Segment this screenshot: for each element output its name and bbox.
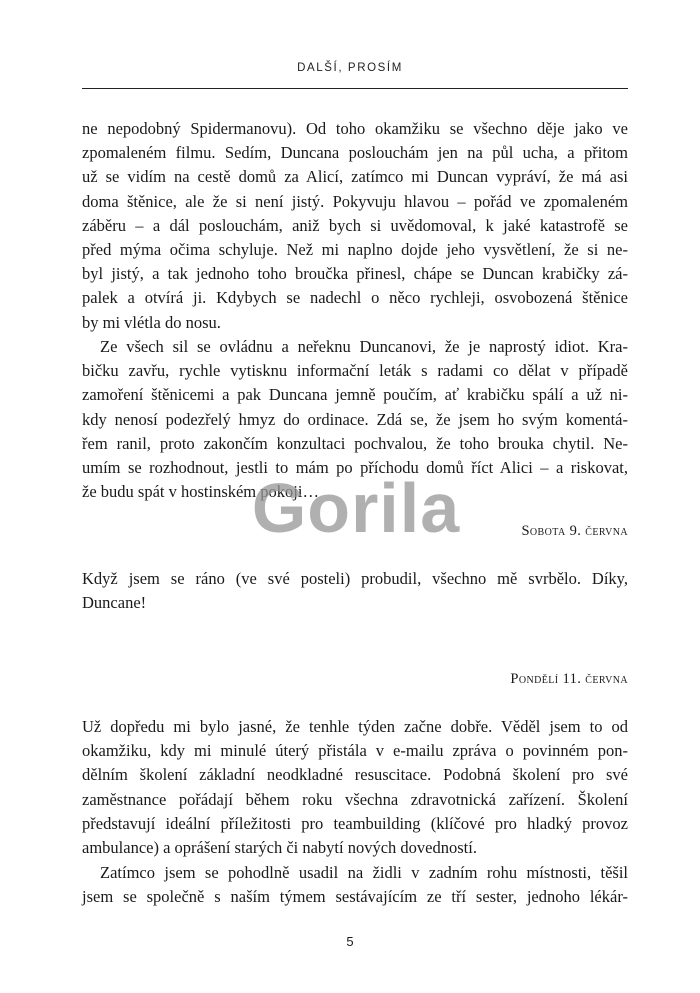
text-line: zaměstnance pořádají během roku všechna zdravotnická zařízení. Školení xyxy=(82,789,628,809)
text-line: zpomaleném filmu. Sedím, Duncana poslouchám jen na půl ucha, a přitom xyxy=(82,143,628,163)
text-line: okamžiku, kdy mi minulé úterý přistála v e-mailu zpráva o povinném pon- xyxy=(82,741,628,761)
paragraph-3 xyxy=(82,567,628,615)
text-line: umím se rozhodnout, jestli to mám po příchodu domů říct Alici – a riskovat, xyxy=(82,458,628,478)
gorila-watermark-logo: Gorila xyxy=(251,469,461,547)
text-line: kdy nenosí podezřelý hmyz do ordinace. Zdá se, že jsem ho svým komentá- xyxy=(82,409,628,429)
text-line: Zatímco jsem se pohodlně usadil na židli v zadním rohu místnosti, těšil xyxy=(100,863,628,882)
running-title: DALŠÍ, PROSÍM xyxy=(297,62,403,74)
text-line: jsem se společně s naším týmem sestávajícím ze tří sester, jednoho lékár- xyxy=(82,887,628,907)
text-line: už se vidím na cestě domů za Alicí, zatímco mi Duncan vypráví, že má asi xyxy=(82,167,628,187)
header-rule xyxy=(82,88,628,89)
text-line: záběru – a dál poslouchám, aniž bych si uvědomoval, k jaké katastrofě se xyxy=(82,215,628,235)
text-line: Když jsem se ráno (ve své posteli) probudil, všechno mě svrbělo. Díky, xyxy=(82,569,628,588)
text-line: že budu spát v hostinském pokoji… xyxy=(82,482,319,502)
paragraph-1 xyxy=(82,117,628,335)
page-number: 5 xyxy=(346,934,354,949)
text-line: palek a otvírá ji. Kdybych se nadechl o něco rychleji, osvobozená štěnice xyxy=(82,288,628,308)
text-line: před mýma očima schyluje. Než mi naplno dojde jeho vysvětlení, že si ne- xyxy=(82,240,628,260)
text-line: zamoření štěnicemi a pak Duncana jemně poučím, ať krabičku spálí a už ni- xyxy=(82,385,628,405)
text-line: Ze všech sil se ovládnu a neřeknu Duncanovi, že je naprostý idiot. Kra- xyxy=(100,337,628,356)
paragraph-4 xyxy=(82,715,628,860)
date-heading-saturday: Sobota 9. června xyxy=(521,523,628,539)
text-line: řem ranil, proto zakončím konzultaci pochvalou, že toho brouka chytil. Ne- xyxy=(82,433,628,453)
text-line: ambulance) a oprášení starých či nabytí nových dovedností. xyxy=(82,838,477,858)
text-line: ne nepodobný Spidermanovu). Od toho okamžiku se všechno děje jako ve xyxy=(82,119,628,138)
text-line: doma štěnice, ale že si není jistý. Pokyvuju hlavou – pořád ve zpomaleném xyxy=(82,191,628,211)
text-line: bičku zavřu, rychle vytisknu informační leták s radami co dělat v případě xyxy=(82,361,628,381)
text-line: dělním školení základní neodkladné resuscitace. Podobná školení pro své xyxy=(82,765,628,785)
paragraph-5 xyxy=(82,861,628,909)
text-line: představují ideální příležitosti pro teambuilding (klíčové pro hladký provoz xyxy=(82,813,628,833)
text-line: Už dopředu mi bylo jasné, že tenhle týden začne dobře. Věděl jsem to od xyxy=(82,717,628,736)
text-line: byl jistý, a tak jednoho toho broučka přinesl, chápe se Duncan krabičky zá- xyxy=(82,264,628,284)
text-line: by mi vlétla do nosu. xyxy=(82,312,221,332)
date-heading-monday: Pondělí 11. června xyxy=(510,671,628,687)
text-line: Duncane! xyxy=(82,593,147,613)
